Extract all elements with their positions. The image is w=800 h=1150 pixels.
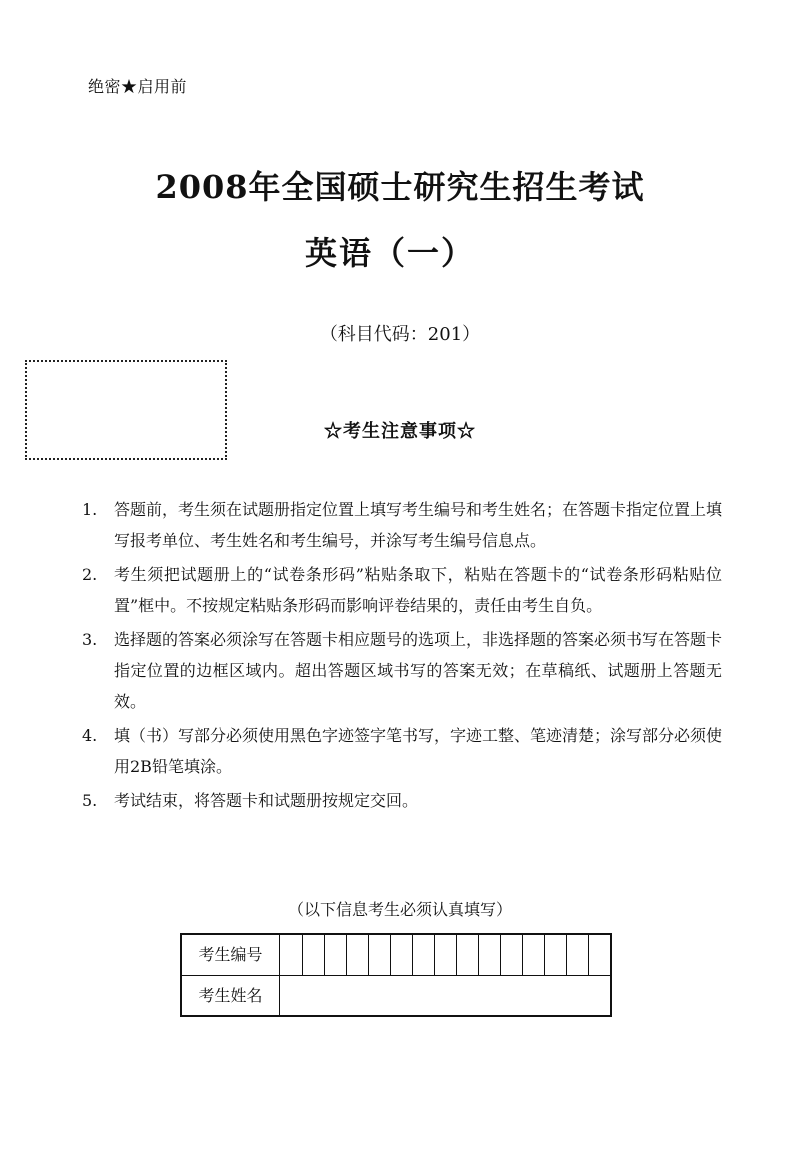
candidate-number-label: 考生编号 [182,935,280,975]
rule-number: 4. [82,726,98,745]
rule-item [82,494,722,556]
rule-item [82,559,722,621]
exam-title: 2008年全国硕士研究生招生考试 [155,168,645,206]
candidate-number-digit-box[interactable] [523,935,545,975]
confidentiality-mark: 绝密★启用前 [88,77,188,96]
candidate-number-digit-box[interactable] [457,935,479,975]
candidate-number-digit-box[interactable] [369,935,391,975]
rule-text: 答题前，考生须在试题册指定位置上填写考生编号和考生姓名；在答题卡指定位置上填写报考单位、考生姓名和考生编号，并涂写考生编号信息点。 [114,500,723,550]
candidate-name-label: 考生姓名 [182,976,280,1016]
candidate-number-digit-box[interactable] [347,935,369,975]
candidate-number-digit-box[interactable] [567,935,589,975]
notice-heading: ☆考生注意事项☆ [324,421,476,442]
rule-item [82,720,722,782]
exam-subject: 英语（一） [304,234,475,272]
candidate-name-row [182,976,610,1016]
rule-number: 1. [82,500,98,519]
rule-number: 3. [82,630,98,649]
candidate-number-digit-box[interactable] [435,935,457,975]
candidate-info-table [180,933,612,1017]
candidate-number-digit-box[interactable] [391,935,413,975]
rule-number: 5. [82,791,98,810]
rule-item [82,785,722,816]
candidate-number-digit-box[interactable] [501,935,523,975]
rule-number: 2. [82,565,98,584]
candidate-number-digit-box[interactable] [303,935,325,975]
barcode-placeholder-box [25,360,227,460]
candidate-number-digit-box[interactable] [325,935,347,975]
candidate-name-field[interactable] [281,976,610,1016]
candidate-number-digit-box[interactable] [545,935,567,975]
subject-code: （科目代码：201） [319,324,481,345]
candidate-number-row [182,935,610,976]
info-form-caption: （以下信息考生必须认真填写） [287,900,512,919]
candidate-number-digit-box[interactable] [281,935,303,975]
candidate-number-digit-box[interactable] [479,935,501,975]
candidate-number-digit-box[interactable] [413,935,435,975]
rule-text: 选择题的答案必须涂写在答题卡相应题号的选项上，非选择题的答案必须书写在答题卡指定位置的边框区域内。超出答题区域书写的答案无效；在草稿纸、试题册上答题无效。 [114,630,723,711]
rule-text: 考生须把试题册上的“试卷条形码”粘贴条取下，粘贴在答题卡的“试卷条形码粘贴位置”框中。不按规定粘贴条形码而影响评卷结果的，责任由考生自负。 [114,565,722,615]
candidate-number-digit-box[interactable] [589,935,610,975]
candidate-number-digit-boxes[interactable] [281,935,610,975]
notice-rules-list [82,494,722,819]
rule-text: 考试结束，将答题卡和试题册按规定交回。 [114,791,419,810]
rule-text: 填（书）写部分必须使用黑色字迹签字笔书写，字迹工整、笔迹清楚；涂写部分必须使用2B铅笔填涂。 [114,726,723,776]
rule-item [82,624,722,717]
